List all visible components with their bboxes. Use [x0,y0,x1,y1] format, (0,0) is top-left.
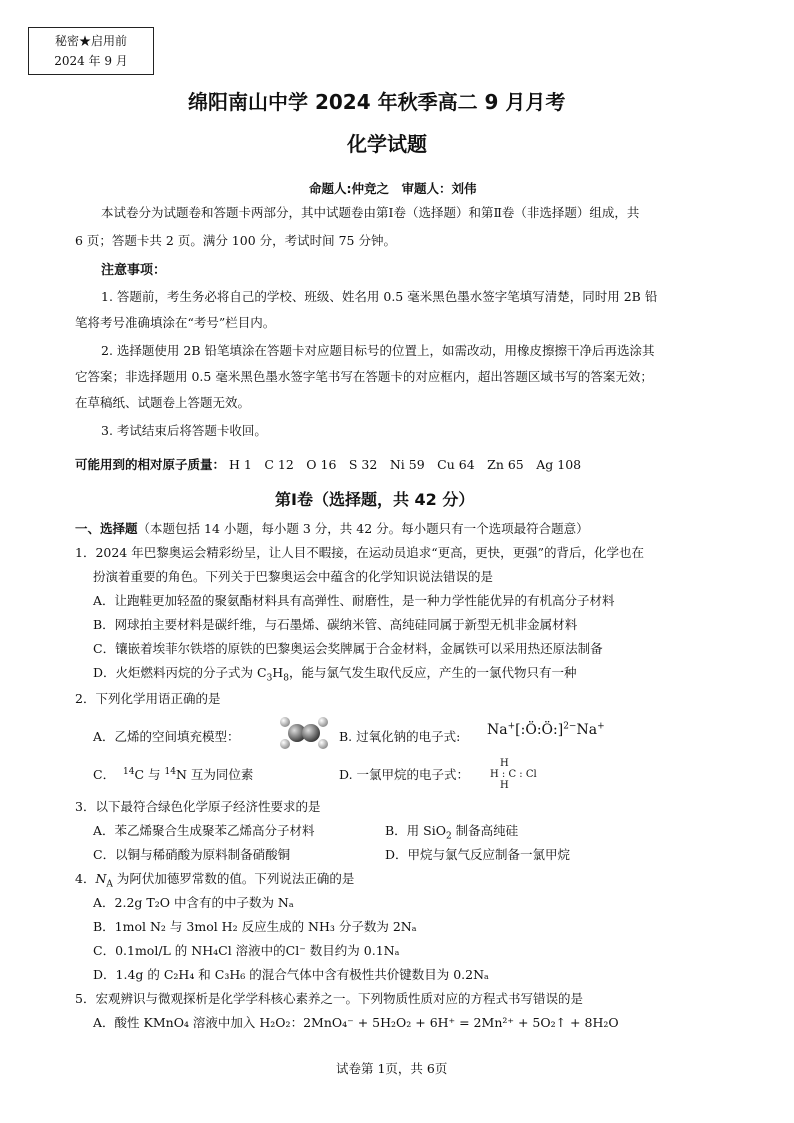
q3-option-a: A．苯乙烯聚合生成聚苯乙烯高分子材料 [93,823,315,838]
q2-b-peroxide: [:Ö:Ö:] [515,722,564,738]
q1-option-b: B．网球拍主要材料是碳纤维，与石墨烯、碳纳米管、高纯硅同属于新型无机非金属材料 [93,617,578,632]
q2-b-formula [487,722,605,738]
atomic-mass-values: H 1 C 12 O 16 S 32 Ni 59 Cu 64 Zn 65 Ag 108 [229,457,582,472]
q2-b-plus-2: + [597,721,605,732]
q2-c-mass1: 14 [123,766,135,777]
q2-c-mass2: 14 [164,766,176,777]
section1-line [75,519,589,537]
q1-option-a: A．让跑鞋更加轻盈的聚氨酯材料具有高弹性、耐磨性，是一种力学性能优异的有机高分子材料 [93,593,615,608]
q2-c-el1: C 与 [134,767,165,782]
q2-option-c [93,765,253,783]
note-2-line-1: 2. 选择题使用 2B 铅笔填涂在答题卡对应题目标号的位置上，如需改动，用橡皮擦擦干净后再选涂其 [101,343,655,358]
q1-d-sub2: 8 [283,673,289,684]
q2-c-el2: N 互为同位素 [175,767,254,782]
q3-b-post: 制备高纯硅 [451,823,519,838]
q2-stem: 2．下列化学用语正确的是 [75,691,221,706]
q1-d-sub1: 3 [266,673,273,684]
q4-option-c: C．0.1mol/L 的 NH₄Cl 溶液中的Cl⁻ 数目约为 0.1Nₐ [93,943,400,958]
q1-option-d [93,663,577,684]
q2-b-plus: + [507,721,516,732]
q1-option-c: C．镶嵌着埃菲尔铁塔的原铁的巴黎奥运会奖牌属于合金材料，金属铁可以采用热还原法制备 [93,641,603,656]
q4-option-d: D．1.4g 的 C₂H₄ 和 C₃H₆ 的混合气体中含有极性共价键数目为 0.2Nₐ [93,967,489,982]
q2-d-bot: H [500,780,509,791]
q2-d-top: H [500,758,509,769]
q3-stem: 3．以下最符合绿色化学原子经济性要求的是 [75,799,321,814]
q4-stem-post: 为阿伏加德罗常数的值。下列说法正确的是 [112,871,355,886]
q1-stem-line-1: 1．2024 年巴黎奥运会精彩纷呈，让人目不暇接，在运动员追求“更高，更快，更强”的背后，化学也在 [75,545,645,560]
note-2-line-3: 在草稿纸、试题卷上答题无效。 [75,395,251,410]
atomic-mass-line [75,455,581,473]
q1-d-mid: H [272,665,284,680]
stamp-line-2: 2024 年 9 月 [54,54,128,68]
q2-b-na1: Na [487,722,508,738]
section1-desc: （本题包括 14 小题，每小题 3 分，共 42 分。每小题只有一个选项最符合题意） [137,521,589,536]
q2-d-formula [490,758,537,791]
exam-subtitle: 化学试题 [347,132,427,156]
q4-na-sub: A [106,879,113,890]
q3-b-pre: B．用 SiO [385,823,446,838]
intro-line-2: 6 页；答题卡共 2 页。满分 100 分，考试时间 75 分钟。 [75,233,396,248]
q1-d-post: ，能与氯气发生取代反应，产生的一氯代物只有一种 [288,665,577,680]
note-1-line-2: 笔将考号准确填涂在“考号”栏目内。 [75,315,276,330]
note-2-line-2: 它答案；非选择题用 0.5 毫米黑色墨水签字笔书写在答题卡的对应框内，超出答题区域书写的答案无效； [75,369,653,384]
q4-num: 4． [75,871,96,886]
stamp-line-1: 秘密★启用前 [54,34,127,48]
q4-option-a: A．2.2g T₂O 中含有的中子数为 Nₐ [93,895,294,910]
notes-heading: 注意事项： [101,263,167,278]
note-1-line-1: 1. 答题前，考生务必将自己的学校、班级、姓名用 0.5 毫米黑色墨水签字笔填写清楚，同时用 2B 铅 [101,289,658,304]
q3-b-sub: 2 [445,831,452,842]
q1-d-pre: D．火炬燃料丙烷的分子式为 C [93,665,267,680]
q2-d-mid: H : C : Cl [490,769,537,780]
q5-stem: 5．宏观辨识与微观探析是化学学科核心素养之一。下列物质性质对应的方程式书写错误的是 [75,991,583,1006]
q4-option-b: B．1mol N₂ 与 3mol H₂ 反应生成的 NH₃ 分子数为 2Nₐ [93,919,417,934]
section1-label: 一、选择题 [75,521,138,536]
q4-stem [75,869,355,890]
q3-option-c: C．以铜与稀硝酸为原料制备硝酸铜 [93,847,291,862]
q2-b-charge: 2− [563,721,577,732]
q4-na: N [95,871,107,886]
note-3-line-1: 3. 考试结束后将答题卡收回。 [101,423,267,438]
q2-c-pre: C． [93,767,116,782]
q2-option-d: D. 一氯甲烷的电子式： [339,767,470,782]
intro-line-1: 本试卷分为试题卷和答题卡两部分，其中试题卷由第Ⅰ卷（选择题）和第Ⅱ卷（非选择题）组成，共 [101,205,640,220]
q1-stem-line-2: 扮演着重要的角色。下列关于巴黎奥运会中蕴含的化学知识说法错误的是 [93,569,494,584]
q3-option-b [385,821,519,842]
part1-heading: 第Ⅰ卷（选择题，共 42 分） [275,490,475,509]
ethylene-space-filling-model-icon [277,716,331,750]
page-footer: 试卷第 1页，共 6页 [336,1061,448,1076]
atomic-mass-label: 可能用到的相对原子质量： [75,457,226,472]
q2-option-a: A．乙烯的空间填充模型： [93,729,240,744]
q2-b-na2: Na [576,722,598,738]
confidential-stamp [28,27,154,75]
q2-option-b: B. 过氧化钠的电子式: [339,729,461,744]
q3-option-d: D．甲烷与氯气反应制备一氯甲烷 [385,847,571,862]
q5-option-a: A．酸性 KMnO₄ 溶液中加入 H₂O₂：2MnO₄⁻ + 5H₂O₂ + 6H⁺ = 2Mn²⁺ + 5O₂↑ + 8H₂O [93,1015,619,1030]
exam-title: 绵阳南山中学 2024 年秋季高二 9 月月考 [188,90,566,114]
authors-line: 命题人:仲竞之 审题人：刘伟 [309,181,477,196]
